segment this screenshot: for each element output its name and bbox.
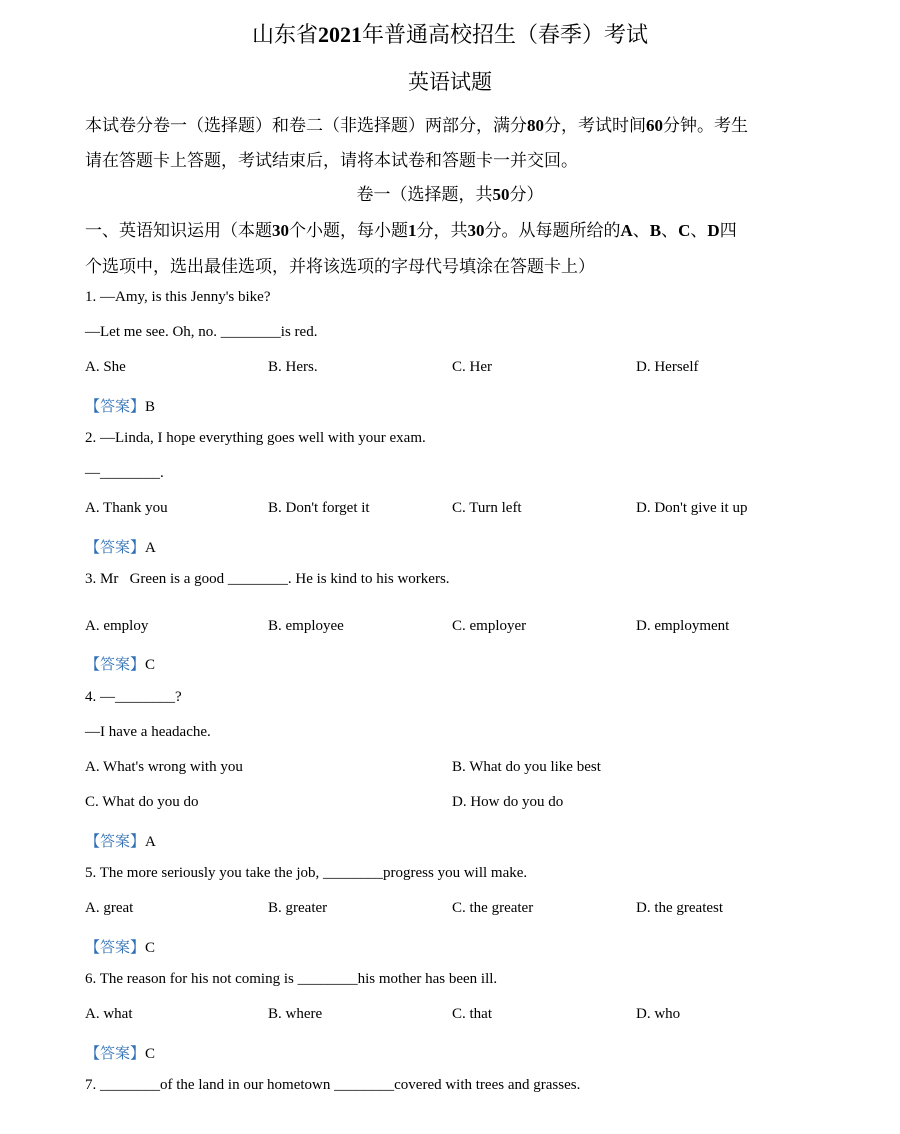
answer-tag: 【答案】	[85, 538, 146, 556]
q2-option-b: B. Don't forget it	[268, 500, 370, 516]
answer-value: C	[145, 657, 156, 673]
q4-option-b: B. What do you like best	[452, 759, 601, 775]
intro-line-1	[85, 111, 748, 136]
answer-value: A	[145, 834, 156, 850]
q2-answer	[85, 536, 156, 557]
answer-tag: 【答案】	[85, 938, 146, 956]
q3-answer	[85, 653, 155, 674]
answer-tag: 【答案】	[85, 1044, 146, 1062]
q2-option-a: A. Thank you	[85, 500, 168, 516]
part1-letter-d: D	[707, 221, 720, 240]
part1-text: 四	[719, 221, 737, 241]
exam-subtitle: 英语试题	[408, 70, 492, 94]
part1-text: 一、英语知识运用（本题	[85, 221, 272, 241]
q3-option-b: B. employee	[268, 618, 344, 634]
q2-reply: —________.	[85, 465, 164, 481]
q3-option-a: A. employ	[85, 618, 149, 634]
answer-value: B	[145, 399, 156, 415]
q5-option-d: D. the greatest	[636, 900, 724, 916]
section-text: 分）	[509, 185, 544, 205]
q2-stem: 2. —Linda, I hope everything goes well with your exam.	[85, 430, 426, 446]
q1-option-d: D. Herself	[636, 359, 699, 375]
intro-minutes: 60	[646, 116, 663, 135]
intro-text: 本试卷分卷一（选择题）和卷二（非选择题）两部分，满分	[85, 116, 527, 136]
part1-text: 个小题，每小题	[289, 221, 408, 241]
section-text: 卷一（选择题，共	[356, 185, 493, 205]
q6-stem: 6. The reason for his not coming is ________his mother has been ill.	[85, 971, 498, 987]
intro-score: 80	[527, 116, 544, 135]
part1-letter-a: A	[620, 221, 633, 240]
title-post: 年普通高校招生（春季）考试	[362, 23, 649, 48]
part1-letter-c: C	[678, 221, 691, 240]
q1-option-c: C. Her	[452, 359, 492, 375]
answer-value: A	[145, 540, 156, 556]
q6-option-b: B. where	[268, 1006, 323, 1022]
q4-reply: —I have a headache.	[85, 724, 211, 740]
q1-answer	[85, 395, 155, 416]
part1-sep: 、	[661, 221, 679, 241]
intro-line-2: 请在答题卡上答题，考试结束后，请将本试卷和答题卡一并交回。	[85, 151, 578, 171]
part1-count: 30	[272, 221, 289, 240]
answer-tag: 【答案】	[85, 655, 146, 673]
q5-stem: 5. The more seriously you take the job, ________progress you will make.	[85, 865, 528, 881]
title-year: 2021	[318, 22, 362, 47]
part1-line-1	[85, 216, 737, 241]
q1-stem: 1. —Amy, is this Jenny's bike?	[85, 289, 271, 305]
section-score: 50	[492, 185, 510, 204]
q6-option-d: D. who	[636, 1006, 681, 1022]
part1-text: 分。从每题所给的	[484, 221, 621, 241]
q1-option-a: A. She	[85, 359, 126, 375]
part1-sep: 、	[632, 221, 650, 241]
q1-option-b: B. Hers.	[268, 359, 318, 375]
title-pre: 山东省	[251, 23, 318, 48]
q3-option-c: C. employer	[452, 618, 527, 634]
intro-text: 分钟。考生	[663, 116, 748, 136]
part1-total: 30	[467, 221, 485, 240]
part1-each: 1	[408, 221, 417, 240]
part1-text: 分，共	[416, 221, 468, 241]
q2-option-c: C. Turn left	[452, 500, 522, 516]
q6-option-a: A. what	[85, 1006, 133, 1022]
q4-option-d: D. How do you do	[452, 794, 564, 810]
q5-answer	[85, 936, 155, 957]
q4-stem: 4. —________?	[85, 689, 182, 705]
intro-text: 分，考试时间	[544, 116, 646, 136]
part1-sep: 、	[690, 221, 708, 241]
q3-option-d: D. employment	[636, 618, 730, 634]
q4-answer	[85, 830, 156, 851]
part1-line-2: 个选项中，选出最佳选项，并将该选项的字母代号填涂在答题卡上）	[85, 257, 595, 277]
answer-value: C	[145, 940, 156, 956]
section-heading	[0, 180, 900, 205]
q1-reply: —Let me see. Oh, no. ________is red.	[85, 324, 318, 340]
q4-option-c: C. What do you do	[85, 794, 199, 810]
q6-answer	[85, 1042, 155, 1063]
q5-option-c: C. the greater	[452, 900, 534, 916]
q2-option-d: D. Don't give it up	[636, 500, 748, 516]
exam-title	[0, 18, 900, 49]
q7-stem: 7. ________of the land in our hometown ________covered with trees and grasses.	[85, 1077, 581, 1093]
answer-value: C	[145, 1046, 156, 1062]
q3-stem: 3. Mr Green is a good ________. He is kind to his workers.	[85, 571, 450, 587]
part1-letter-b: B	[649, 221, 662, 240]
q6-option-c: C. that	[452, 1006, 492, 1022]
q5-option-a: A. great	[85, 900, 134, 916]
q5-option-b: B. greater	[268, 900, 328, 916]
answer-tag: 【答案】	[85, 832, 146, 850]
q4-option-a: A. What's wrong with you	[85, 759, 243, 775]
answer-tag: 【答案】	[85, 397, 146, 415]
